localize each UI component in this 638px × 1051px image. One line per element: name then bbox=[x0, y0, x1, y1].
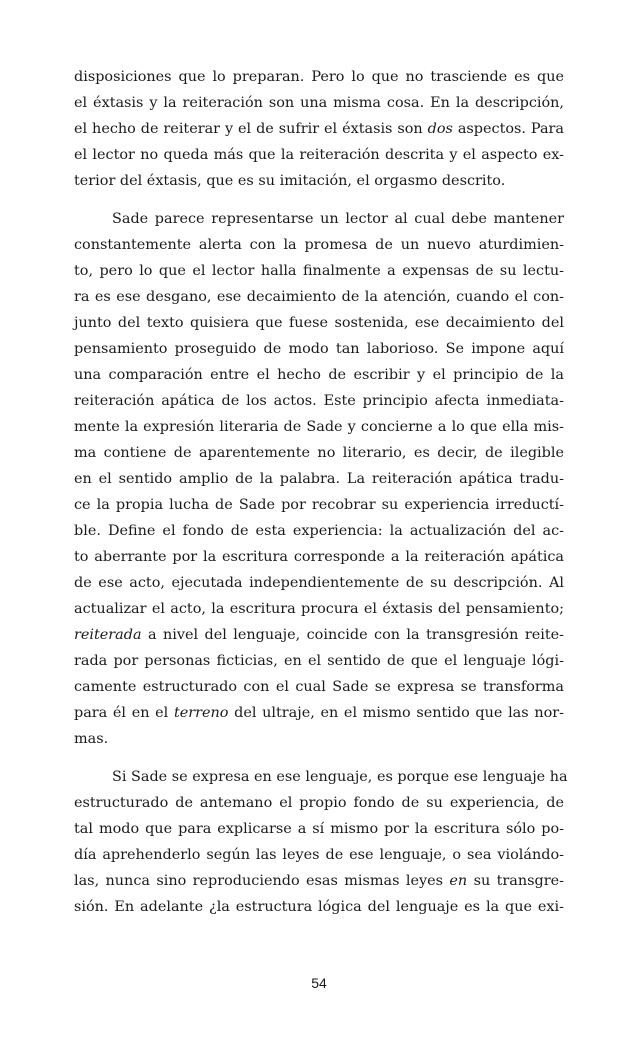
text-line: mas. bbox=[74, 731, 109, 747]
text-line: ce la propia lucha de Sade por recobrar su experiencia irreductí- bbox=[74, 497, 564, 513]
text-line: día aprehenderlo según las leyes de ese lenguaje, o sea violándo- bbox=[74, 847, 564, 863]
text-line bbox=[74, 116, 564, 142]
text-line bbox=[74, 868, 564, 894]
text-line: ble. Define el fondo de esta experiencia: la actualización del ac- bbox=[74, 523, 564, 539]
text-run: aspectos. Para bbox=[452, 121, 564, 137]
text-line: de ese acto, ejecutada independientemente de su descripción. Al bbox=[74, 575, 564, 591]
text-line: constantemente alerta con la promesa de un nuevo aturdimien- bbox=[74, 237, 564, 253]
text-line: actualizar el acto, la escritura procura el éxtasis del pensamiento; bbox=[74, 601, 564, 617]
page-number: 54 bbox=[311, 975, 327, 991]
text-line: mente la expresión literaria de Sade y concierne a lo que ella mis- bbox=[74, 419, 564, 435]
text-line: una comparación entre el hecho de escribir y el principio de la bbox=[74, 367, 564, 383]
italic-word: reiterada bbox=[74, 627, 142, 643]
text-line: el lector no queda más que la reiteración descrita y el aspecto ex- bbox=[74, 147, 564, 163]
text-line: reiteración apática de los actos. Este principio afecta inmediata- bbox=[74, 393, 564, 409]
text-line: estructurado de antemano el propio fondo de su experiencia, de bbox=[74, 795, 564, 811]
text-line: to aberrante por la escritura corresponde a la reiteración apática bbox=[74, 549, 564, 565]
paragraph-1 bbox=[74, 64, 564, 194]
page-body bbox=[74, 64, 568, 932]
text-line: to, pero lo que el lector halla finalmente a expensas de su lectu- bbox=[74, 263, 564, 279]
italic-word: en bbox=[449, 873, 468, 889]
text-line: camente estructurado con el cual Sade se expresa se transforma bbox=[74, 679, 564, 695]
text-line: tal modo que para explicarse a sí mismo por la escritura sólo po- bbox=[74, 821, 564, 837]
text-line: el éxtasis y la reiteración son una misma cosa. En la descripción, bbox=[74, 95, 564, 111]
text-line: terior del éxtasis, que es su imitación, el orgasmo descrito. bbox=[74, 173, 506, 189]
text-line: en el sentido amplio de la palabra. La reiteración apática tradu- bbox=[74, 471, 564, 487]
paragraph-2 bbox=[74, 206, 564, 752]
text-run: del ultraje, en el mismo sentido que las nor- bbox=[228, 705, 564, 721]
text-run: para él en el bbox=[74, 705, 174, 721]
text-line: Si Sade se expresa en ese lenguaje, es porque ese lenguaje ha bbox=[112, 769, 568, 785]
text-line: junto del texto quisiera que fuese sostenida, ese decaimiento del bbox=[74, 315, 564, 331]
text-run: su transgre- bbox=[467, 873, 564, 889]
text-line: pensamiento proseguido de modo tan laborioso. Se impone aquí bbox=[74, 341, 564, 357]
text-line: ra es ese desgano, ese decaimiento de la atención, cuando el con- bbox=[74, 289, 564, 305]
text-line: rada por personas ficticias, en el sentido de que el lenguaje lógi- bbox=[74, 653, 564, 669]
text-line bbox=[74, 622, 564, 648]
text-line: Sade parece representarse un lector al cual debe mantener bbox=[112, 211, 564, 227]
italic-word: terreno bbox=[173, 705, 229, 721]
text-run: a nivel del lenguaje, coincide con la transgresión reite- bbox=[141, 627, 564, 643]
paragraph-3 bbox=[74, 764, 568, 920]
text-line bbox=[74, 700, 564, 726]
italic-word: dos bbox=[427, 121, 453, 137]
text-line: sión. En adelante ¿la estructura lógica del lenguaje es la que exi- bbox=[74, 899, 564, 915]
text-run: el hecho de reiterar y el de sufrir el éxtasis son bbox=[74, 121, 428, 137]
text-line: ma contiene de aparentemente no literario, es decir, de ilegible bbox=[74, 445, 564, 461]
text-line: disposiciones que lo preparan. Pero lo que no trasciende es que bbox=[74, 69, 564, 85]
text-run: las, nunca sino reproduciendo esas mismas leyes bbox=[74, 873, 450, 889]
